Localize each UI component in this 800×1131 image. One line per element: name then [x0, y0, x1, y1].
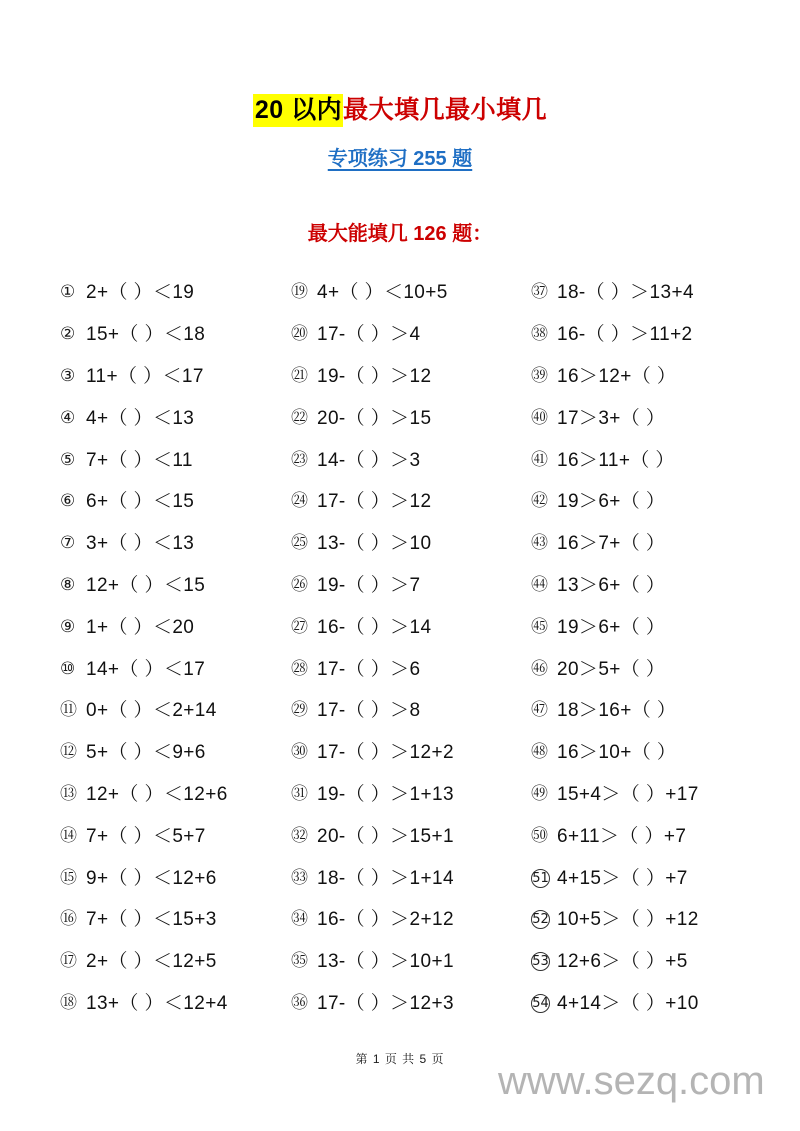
problem-text: 4+14＞（ ）+10 [557, 992, 699, 1014]
problem-number: ⑮ [60, 867, 77, 888]
problem-number: ㉙ [291, 700, 308, 721]
problem-text: 6+11＞（ ）+7 [557, 825, 687, 847]
problem-number: ㊺ [531, 616, 548, 637]
problem-item [531, 648, 800, 690]
problem-number: ㊷ [531, 491, 548, 512]
problem-number: ㊽ [531, 742, 548, 763]
problem-item [60, 983, 236, 1025]
problem-number: 53 [532, 954, 549, 970]
problem-number: ① [60, 282, 76, 303]
problem-item [291, 314, 476, 356]
problem-item [60, 523, 236, 565]
problem-item [531, 732, 800, 774]
problem-text: 19-（ ）＞7 [317, 574, 421, 596]
problem-number: ㊹ [531, 574, 548, 595]
problem-item [291, 397, 476, 439]
problem-item [531, 606, 800, 648]
problem-number: ⑳ [291, 324, 308, 345]
problem-number: ⑥ [60, 491, 76, 512]
problem-text: 14-（ ）＞3 [317, 449, 421, 471]
problem-item [531, 314, 800, 356]
problem-text: 3+（ ）＜13 [86, 533, 195, 555]
problem-number: ② [60, 324, 76, 345]
problem-item [291, 523, 476, 565]
problem-text: 19＞6+（ ） [557, 491, 666, 513]
problem-columns [0, 272, 800, 1017]
problem-item [60, 899, 236, 941]
problem-text: 4+（ ）＜10+5 [317, 282, 448, 304]
problem-number: ㊵ [531, 407, 548, 428]
problem-text: 13-（ ）＞10 [317, 533, 432, 555]
problem-item [291, 732, 476, 774]
problem-text: 2+（ ）＜12+5 [86, 951, 217, 973]
problem-text: 16＞11+（ ） [557, 449, 675, 471]
problem-text: 10+5＞（ ）+12 [557, 909, 699, 931]
problem-text: 15+4＞（ ）+17 [557, 783, 699, 805]
title-highlighted-text: 20 以内 [253, 94, 343, 127]
problem-item [531, 523, 800, 565]
problem-number: ⑦ [60, 533, 76, 554]
problem-item [531, 983, 800, 1025]
problem-item [60, 314, 236, 356]
problem-number: ③ [60, 365, 76, 386]
problem-item [291, 899, 476, 941]
title-red-text: 最大填几最小填几 [343, 96, 548, 124]
problem-text: 12+6＞（ ）+5 [557, 951, 688, 973]
problem-text: 17-（ ）＞8 [317, 700, 421, 722]
problem-number: ㊶ [531, 449, 548, 470]
problem-text: 16＞7+（ ） [557, 533, 666, 555]
title-line [253, 94, 547, 127]
problem-text: 16-（ ）＞2+12 [317, 909, 454, 931]
problem-item [60, 356, 236, 398]
problem-text: 17-（ ）＞12+3 [317, 992, 454, 1014]
problem-number: ㊳ [531, 324, 548, 345]
problem-number: ㊴ [531, 365, 548, 386]
problem-number: ⑱ [60, 992, 77, 1013]
problem-item [531, 481, 800, 523]
problem-text: 16-（ ）＞11+2 [557, 324, 693, 346]
problem-item [291, 565, 476, 607]
problem-item [531, 857, 800, 899]
problem-item [291, 356, 476, 398]
problem-number: ㊻ [531, 658, 548, 679]
problem-item [531, 356, 800, 398]
problem-number: ⑫ [60, 742, 77, 763]
problem-number: ④ [60, 407, 76, 428]
problem-number: ㉚ [291, 742, 308, 763]
problem-text: 15+（ ）＜18 [86, 324, 206, 346]
problem-number: ㉔ [291, 491, 308, 512]
problem-item [531, 272, 800, 314]
problem-item [60, 815, 236, 857]
problem-number: ⑯ [60, 909, 77, 930]
problem-text: 0+（ ）＜2+14 [86, 700, 217, 722]
problem-column-2 [236, 272, 476, 1017]
problem-item [531, 899, 800, 941]
problem-text: 16-（ ）＞14 [317, 616, 432, 638]
problem-number: ⑩ [60, 658, 76, 679]
problem-item [60, 774, 236, 816]
problem-item [60, 272, 236, 314]
page-title [0, 98, 800, 123]
problem-text: 16＞10+（ ） [557, 742, 677, 764]
problem-text: 4+（ ）＜13 [86, 407, 195, 429]
problem-item [60, 648, 236, 690]
problem-text: 13＞6+（ ） [557, 574, 666, 596]
problem-item [291, 648, 476, 690]
problem-number: ㉝ [291, 867, 308, 888]
problem-text: 20＞5+（ ） [557, 658, 666, 680]
section-header-text: 最大能填几 126 题： [307, 223, 493, 245]
problem-item [291, 690, 476, 732]
problem-text: 19＞6+（ ） [557, 616, 666, 638]
problem-text: 16＞12+（ ） [557, 365, 677, 387]
problem-number: ㉜ [291, 825, 308, 846]
problem-text: 2+（ ）＜19 [86, 282, 195, 304]
problem-number: 54 [532, 995, 549, 1011]
problem-number: ㉗ [291, 616, 308, 637]
problem-number: ㉟ [291, 951, 308, 972]
problem-item [291, 941, 476, 983]
problem-item [60, 857, 236, 899]
problem-item [291, 272, 476, 314]
problem-item [291, 774, 476, 816]
problem-item [291, 606, 476, 648]
problem-number: ⑪ [60, 700, 77, 721]
problem-number: ㊱ [291, 992, 308, 1013]
subtitle [0, 149, 800, 169]
problem-text: 18-（ ）＞1+14 [317, 867, 454, 889]
problem-text: 17-（ ）＞12+2 [317, 742, 454, 764]
problem-item [60, 481, 236, 523]
problem-text: 9+（ ）＜12+6 [86, 867, 217, 889]
problem-item [531, 690, 800, 732]
problem-text: 18-（ ）＞13+4 [557, 282, 694, 304]
problem-text: 19-（ ）＞1+13 [317, 783, 454, 805]
problem-item [531, 941, 800, 983]
problem-text: 19-（ ）＞12 [317, 365, 432, 387]
problem-column-3 [476, 272, 800, 1017]
problem-text: 12+（ ）＜12+6 [86, 783, 228, 805]
problem-text: 13-（ ）＞10+1 [317, 951, 454, 973]
problem-number: ㊲ [531, 282, 548, 303]
section-header [0, 224, 800, 244]
problem-number: ⑧ [60, 574, 76, 595]
problem-number: 51 [532, 870, 549, 886]
problem-text: 18＞16+（ ） [557, 700, 677, 722]
problem-number: ⑤ [60, 449, 76, 470]
problem-text: 20-（ ）＞15 [317, 407, 432, 429]
problem-number: ㉑ [291, 365, 308, 386]
problem-text: 7+（ ）＜15+3 [86, 909, 217, 931]
problem-text: 17-（ ）＞4 [317, 324, 421, 346]
problem-item [531, 397, 800, 439]
subtitle-text: 专项练习 255 题 [327, 148, 473, 170]
problem-item [291, 439, 476, 481]
problem-text: 12+（ ）＜15 [86, 574, 206, 596]
problem-item [60, 690, 236, 732]
problem-text: 5+（ ）＜9+6 [86, 742, 206, 764]
problem-number: ⑨ [60, 616, 76, 637]
problem-item [291, 983, 476, 1025]
problem-text: 4+15＞（ ）+7 [557, 867, 688, 889]
problem-number: ㉕ [291, 533, 308, 554]
problem-item [531, 565, 800, 607]
problem-item [291, 857, 476, 899]
problem-text: 11+（ ）＜17 [86, 365, 204, 387]
problem-item [531, 439, 800, 481]
problem-item [60, 941, 236, 983]
problem-number: ㉘ [291, 658, 308, 679]
problem-number: ㉞ [291, 909, 308, 930]
problem-number: ㊼ [531, 700, 548, 721]
problem-text: 13+（ ）＜12+4 [86, 992, 228, 1014]
problem-text: 1+（ ）＜20 [86, 616, 195, 638]
problem-text: 14+（ ）＜17 [86, 658, 206, 680]
watermark-text: www.sezq.com [498, 1059, 765, 1103]
problem-item [60, 565, 236, 607]
problem-number: ㉛ [291, 783, 308, 804]
problem-column-1 [0, 272, 236, 1017]
problem-text: 6+（ ）＜15 [86, 491, 195, 513]
problem-number: ⑰ [60, 951, 77, 972]
problem-item [531, 815, 800, 857]
problem-number: ㉓ [291, 449, 308, 470]
problem-number: ㉒ [291, 407, 308, 428]
problem-item [291, 481, 476, 523]
problem-number: 52 [532, 912, 549, 928]
problem-item [531, 774, 800, 816]
problem-text: 7+（ ）＜11 [86, 449, 193, 471]
problem-text: 17-（ ）＞12 [317, 491, 432, 513]
footer-text: 第 1 页 共 5 页 [355, 1052, 445, 1066]
problem-text: 20-（ ）＞15+1 [317, 825, 454, 847]
watermark [498, 1059, 765, 1104]
problem-item [60, 606, 236, 648]
problem-text: 17-（ ）＞6 [317, 658, 421, 680]
problem-number: ㊾ [531, 783, 548, 804]
problem-number: ⑲ [291, 282, 308, 303]
problem-number: ㊸ [531, 533, 548, 554]
problem-item [291, 815, 476, 857]
problem-item [60, 732, 236, 774]
problem-number: ⑬ [60, 783, 77, 804]
problem-number: ㉖ [291, 574, 308, 595]
problem-text: 7+（ ）＜5+7 [86, 825, 206, 847]
problem-item [60, 397, 236, 439]
problem-text: 17＞3+（ ） [557, 407, 666, 429]
problem-item [60, 439, 236, 481]
problem-number: ⑭ [60, 825, 77, 846]
problem-number: ㊿ [531, 825, 548, 846]
